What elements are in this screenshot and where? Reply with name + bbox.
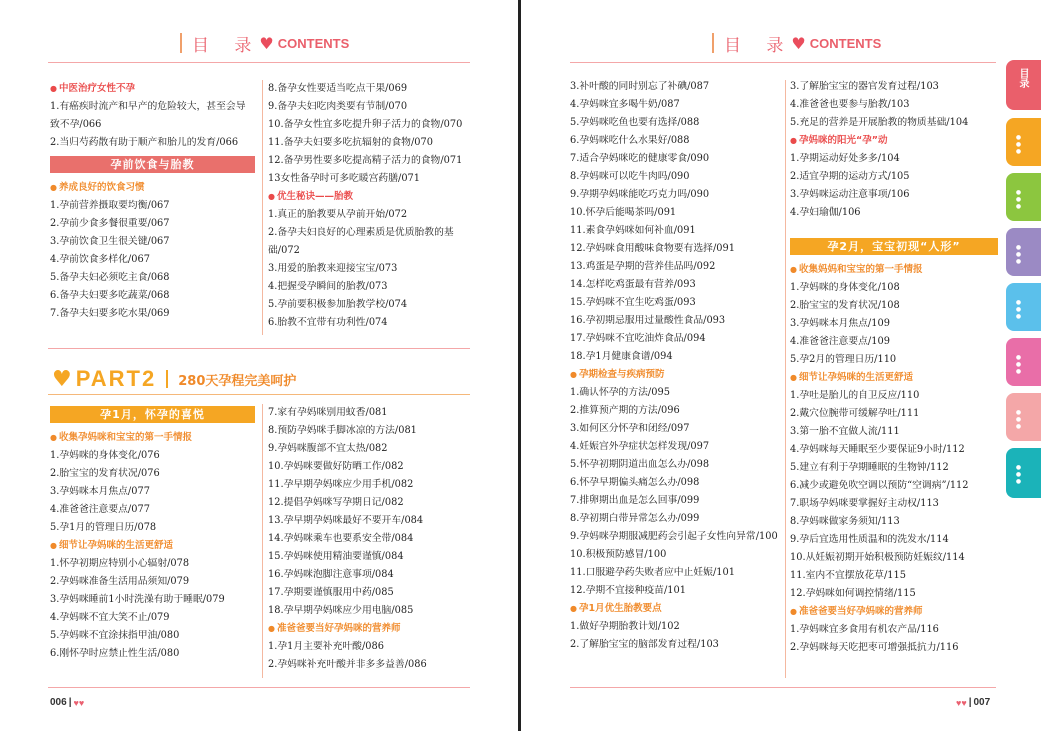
tab-contents[interactable] <box>1006 60 1041 110</box>
tab-dots-icon: ●●● <box>1015 244 1022 265</box>
tab-dots-icon: ●●● <box>1015 134 1022 155</box>
toc-entry[interactable]: 8.孕妈咪可以吃牛肉吗/090 <box>570 171 690 182</box>
tab-dots-icon: ●●● <box>1015 189 1022 210</box>
tab-dots-icon: ●●● <box>1015 299 1022 320</box>
toc-entry[interactable]: 2.孕前少食多餐很重要/067 <box>50 218 170 229</box>
toc-entry[interactable]: 1.怀孕初期应特别小心辐射/078 <box>50 558 190 569</box>
header-title-zh: 目 录 <box>724 35 794 56</box>
toc-entry[interactable]: 3.孕妈咪本月焦点/077 <box>50 486 150 497</box>
toc-entry[interactable]: 17.孕妈咪不宜吃油炸食品/094 <box>570 333 706 344</box>
section-subheading: ● 养成良好的饮食习惯 <box>50 179 255 197</box>
toc-entry[interactable]: 17.孕期要谨慎服用中药/085 <box>268 587 394 598</box>
tab-dots-icon: ●●● <box>1015 464 1022 485</box>
toc-entry[interactable]: 1.孕妈咪宜多食用有机农产品/116 <box>790 624 939 635</box>
tab-dots-icon: ●●● <box>1015 354 1022 375</box>
header-rule <box>48 62 470 63</box>
toc-entry[interactable]: 3.补叶酸的同时别忘了补碘/087 <box>570 81 710 92</box>
right-page <box>522 0 1041 731</box>
toc-entry[interactable]: 6.怀孕早期偏头痛怎么办/098 <box>570 477 700 488</box>
toc-entry[interactable]: 2.孕妈咪准备生活用品须知/079 <box>50 576 190 587</box>
toc-entry[interactable]: 10.备孕女性宜多吃提升卵子活力的食物/070 <box>268 119 463 130</box>
section-rule <box>48 348 470 349</box>
toc-entry[interactable]: 4.准爸爸注意要点/109 <box>790 336 890 347</box>
toc-entry[interactable]: 13.鸡蛋是孕期的营养佳品吗/092 <box>570 261 716 272</box>
tab-chapter[interactable] <box>1006 338 1041 386</box>
section-subheading: ● 收集孕妈咪和宝宝的第一手情报 <box>50 429 255 447</box>
part-heading <box>52 366 296 392</box>
toc-entry[interactable]: 9.孕期孕妈咪能吃巧克力吗/090 <box>570 189 710 200</box>
toc-entry[interactable]: 3.了解胎宝宝的器官发育过程/103 <box>790 81 939 92</box>
toc-entry[interactable]: 9.孕妈咪腹部不宜太热/082 <box>268 443 388 454</box>
section-subheading: ● 孕妈咪的阳光“孕”动 <box>790 132 998 150</box>
tab-chapter[interactable] <box>1006 173 1041 221</box>
column-divider <box>262 80 263 335</box>
toc-entry[interactable]: 16.孕初期忌服用过量酸性食品/093 <box>570 315 726 326</box>
contents-header <box>712 30 881 56</box>
toc-entry[interactable]: 8.孕初期白带异常怎么办/099 <box>570 513 700 524</box>
toc-entry[interactable]: 7.排卵期出血是怎么回事/099 <box>570 495 700 506</box>
toc-entry[interactable]: 2.孕妈咪补充叶酸并非多多益善/086 <box>268 659 427 670</box>
toc-entry[interactable]: 12.孕妈咪食用酸味食物要有选择/091 <box>570 243 735 254</box>
page-number-text: 006 <box>50 697 67 708</box>
toc-entry[interactable]: 3.孕前饮食卫生很关键/067 <box>50 236 170 247</box>
column-divider <box>262 404 263 678</box>
contents-header <box>180 30 349 56</box>
heart-icon: ♥♥ <box>956 697 967 708</box>
toc-entry[interactable]: 12.备孕男性要多吃提高精子活力的食物/071 <box>268 155 463 166</box>
toc-entry[interactable]: 1.做好孕期胎教计划/102 <box>570 621 680 632</box>
column-divider <box>785 80 786 678</box>
chapter-band: 孕1月，怀孕的喜悦 <box>50 406 255 423</box>
toc-entry[interactable]: 5.怀孕初期阴道出血怎么办/098 <box>570 459 710 470</box>
toc-entry[interactable]: 7.职场孕妈咪要掌握好主动权/113 <box>790 498 939 509</box>
toc-entry[interactable]: 2.戴穴位腕带可缓解孕吐/111 <box>790 408 920 419</box>
toc-entry[interactable]: 5.孕前要积极参加胎教学校/074 <box>268 299 408 310</box>
toc-entry[interactable]: 1.孕前营养摄取要均衡/067 <box>50 200 170 211</box>
toc-column <box>790 78 998 657</box>
toc-entry[interactable]: 5.孕妈咪不宜涂抹指甲油/080 <box>50 630 180 641</box>
section-subheading: ● 孕1月优生胎教要点 <box>570 600 782 618</box>
toc-entry[interactable]: 11.口服避孕药失败者应中止妊娠/101 <box>570 567 735 578</box>
page-number <box>954 697 990 708</box>
toc-entry[interactable]: 2.了解胎宝宝的脑部发育过程/103 <box>570 639 719 650</box>
toc-entry[interactable]: 4.孕前饮食多样化/067 <box>50 254 150 265</box>
toc-entry[interactable]: 7.备孕夫妇要多吃水果/069 <box>50 308 170 319</box>
toc-entry[interactable]: 9.孕后宜选用性质温和的洗发水/114 <box>790 534 949 545</box>
chapter-band: 孕前饮食与胎教 <box>50 156 255 173</box>
toc-entry[interactable]: 5.充足的营养是开展胎教的物质基础/104 <box>790 117 969 128</box>
toc-entry[interactable]: 10.怀孕后能喝茶吗/091 <box>570 207 677 218</box>
toc-column <box>268 404 473 674</box>
toc-entry[interactable]: 8.孕妈咪做家务须知/113 <box>790 516 900 527</box>
toc-entry[interactable]: 4.孕妈咪宜多喝牛奶/087 <box>570 99 680 110</box>
heart-icon: ♥ <box>52 366 72 392</box>
tab-chapter[interactable] <box>1006 283 1041 331</box>
toc-column <box>50 402 255 663</box>
toc-entry[interactable]: 18.孕1月健康食谱/094 <box>570 351 673 362</box>
toc-entry[interactable]: 5.孕2月的管理日历/110 <box>790 354 897 365</box>
toc-entry[interactable]: 2.胎宝宝的发育状况/076 <box>50 468 160 479</box>
header-title-en: CONTENTS <box>277 35 350 51</box>
toc-entry[interactable]: 12.提倡孕妈咪写孕期日记/082 <box>268 497 404 508</box>
toc-entry[interactable]: 6.备孕夫妇要多吃蔬菜/068 <box>50 290 170 301</box>
toc-entry[interactable]: 2.推算预产期的方法/096 <box>570 405 680 416</box>
toc-entry[interactable]: 3.孕妈咪本月焦点/109 <box>790 318 890 329</box>
section-subheading: ● 准爸爸要当好孕妈咪的营养师 <box>790 603 998 621</box>
tab-chapter[interactable] <box>1006 393 1041 441</box>
toc-entry[interactable]: 3.用爱的胎教来迎接宝宝/073 <box>268 263 398 274</box>
footer-bar: | <box>968 697 972 708</box>
toc-entry[interactable]: 3.如何区分怀孕和闭经/097 <box>570 423 690 434</box>
toc-entry[interactable]: 6.减少或避免吹空调以预防“空调病”/112 <box>790 480 969 491</box>
toc-entry[interactable]: 1.孕妈咪的身体变化/108 <box>790 282 900 293</box>
part-subtitle: 280天孕程完美呵护 <box>178 373 297 389</box>
toc-entry[interactable]: 4.孕妇瑜伽/106 <box>790 207 861 218</box>
toc-entry[interactable]: 11.素食孕妈咪如何补血/091 <box>570 225 696 236</box>
toc-entry[interactable]: 11.备孕夫妇要多吃抗辐射的食物/070 <box>268 137 433 148</box>
toc-entry[interactable]: 10.孕妈咪要做好防晒工作/082 <box>268 461 404 472</box>
toc-entry[interactable]: 9.备孕夫妇吃肉类要有节制/070 <box>268 101 408 112</box>
toc-entry[interactable]: 4.孕妈咪不宜大笑不止/079 <box>50 612 170 623</box>
book-spine <box>518 0 521 731</box>
footer-rule <box>48 687 470 688</box>
toc-entry[interactable]: 4.把握受孕瞬间的胎教/073 <box>268 281 388 292</box>
tab-chapter[interactable] <box>1006 118 1041 166</box>
toc-column <box>268 80 473 332</box>
header-bar <box>180 33 182 53</box>
toc-entry[interactable]: 2.备孕夫妇良好的心理素质是优质胎教的基础/072 <box>268 227 454 256</box>
toc-entry[interactable]: 5.备孕夫妇必须吃主食/068 <box>50 272 170 283</box>
toc-entry[interactable]: 12.孕期不宜接种疫苗/101 <box>570 585 686 596</box>
toc-entry[interactable]: 1.孕1月主要补充叶酸/086 <box>268 641 384 652</box>
toc-entry[interactable]: 15.孕妈咪使用精油要谨慎/084 <box>268 551 404 562</box>
toc-entry[interactable]: 15.孕妈咪不宜生吃鸡蛋/093 <box>570 297 696 308</box>
page-number <box>50 697 86 708</box>
toc-entry[interactable]: 14.怎样吃鸡蛋最有营养/093 <box>570 279 696 290</box>
heart-icon: ♥ <box>259 33 274 53</box>
toc-column <box>570 78 782 654</box>
section-subheading: ● 孕期检查与疾病预防 <box>570 366 782 384</box>
toc-entry[interactable]: 1.有癌疾时流产和早产的危险较大，甚至会导致不孕/066 <box>50 101 246 130</box>
toc-entry[interactable]: 12.孕妈咪如何调控情绪/115 <box>790 588 916 599</box>
section-subheading: ● 优生秘诀——胎教 <box>268 188 473 206</box>
toc-entry[interactable]: 2.胎宝宝的发育状况/108 <box>790 300 900 311</box>
toc-entry[interactable]: 4.准爸爸也要参与胎教/103 <box>790 99 910 110</box>
toc-entry[interactable]: 1.孕妈咪的身体变化/076 <box>50 450 160 461</box>
toc-entry[interactable]: 10.积极预防感冒/100 <box>570 549 667 560</box>
page-number-text: 007 <box>973 697 991 708</box>
toc-entry[interactable]: 2.适宜孕期的运动方式/105 <box>790 171 910 182</box>
toc-entry[interactable]: 10.从妊娠初期开始积极预防妊娠纹/114 <box>790 552 965 563</box>
section-subheading: ● 中医治疗女性不孕 <box>50 80 255 98</box>
footer-bar: | <box>68 697 72 708</box>
footer-rule <box>570 687 996 688</box>
toc-entry[interactable]: 3.孕妈咪运动注意事项/106 <box>790 189 910 200</box>
toc-entry[interactable]: 9.孕妈咪孕期服减肥药会引起子女性向异常/100 <box>570 531 778 542</box>
toc-entry[interactable]: 1.孕吐是胎儿的自卫反应/110 <box>790 390 920 401</box>
part-rule <box>48 394 470 395</box>
toc-entry[interactable]: 4.准爸爸注意要点/077 <box>50 504 150 515</box>
toc-entry[interactable]: 2.孕妈咪每天吃把枣可增强抵抗力/116 <box>790 642 959 653</box>
section-subheading: ● 准爸爸要当好孕妈咪的营养师 <box>268 620 473 638</box>
toc-entry[interactable]: 8.备孕女性要适当吃点干果/069 <box>268 83 408 94</box>
toc-entry[interactable]: 5.孕妈咪吃鱼也要有选择/088 <box>570 117 700 128</box>
tab-chapter[interactable] <box>1006 448 1041 498</box>
toc-entry[interactable]: 7.适合孕妈咪吃的健康零食/090 <box>570 153 710 164</box>
toc-entry[interactable]: 1.确认怀孕的方法/095 <box>570 387 670 398</box>
tab-chapter[interactable] <box>1006 228 1041 276</box>
part-label: PART2 <box>75 366 157 391</box>
toc-entry[interactable]: 7.家有孕妈咪别用蚊香/081 <box>268 407 388 418</box>
toc-entry[interactable]: 4.孕妈咪每天睡眠至少要保证9小时/112 <box>790 444 965 455</box>
section-subheading: ● 收集妈妈和宝宝的第一手情报 <box>790 261 998 279</box>
toc-entry[interactable]: 16.孕妈咪泡脚注意事项/084 <box>268 569 394 580</box>
toc-entry[interactable]: 8.预防孕妈咪手脚冰凉的方法/081 <box>268 425 417 436</box>
header-title-zh: 目 录 <box>192 35 262 56</box>
spacer <box>790 222 998 234</box>
tab-label: 目录 <box>1017 68 1028 88</box>
toc-entry[interactable]: 6.刚怀孕时应禁止性生活/080 <box>50 648 180 659</box>
toc-entry[interactable]: 5.孕1月的管理日历/078 <box>50 522 157 533</box>
toc-entry[interactable]: 13女性备孕时可多吃暖宫药膳/071 <box>268 173 421 184</box>
toc-entry[interactable]: 18.孕早期孕妈咪应少用电脑/085 <box>268 605 414 616</box>
tab-dots-icon: ●●● <box>1015 409 1022 430</box>
part-divider <box>166 370 168 388</box>
toc-entry[interactable]: 3.孕妈咪睡前1小时洗澡有助于睡眠/079 <box>50 594 225 605</box>
toc-entry[interactable]: 6.胎教不宜带有功利性/074 <box>268 317 388 328</box>
section-subheading: ● 细节让孕妈咪的生活更舒适 <box>50 537 255 555</box>
toc-entry[interactable]: 13.孕早期孕妈咪最好不要开车/084 <box>268 515 424 526</box>
header-title-en: CONTENTS <box>809 35 882 51</box>
heart-icon: ♥♥ <box>73 697 85 708</box>
toc-entry[interactable]: 2.当归芍药散有助于顺产和胎儿的发育/066 <box>50 137 239 148</box>
toc-entry[interactable]: 11.孕早期孕妈咪应少用手机/082 <box>268 479 414 490</box>
header-rule <box>570 62 996 63</box>
chapter-band: 孕2月，宝宝初现“人形” <box>790 238 998 255</box>
left-page <box>0 0 518 731</box>
toc-entry[interactable]: 6.孕妈咪吃什么水果好/088 <box>570 135 690 146</box>
toc-entry[interactable]: 1.孕期运动好处多多/104 <box>790 153 900 164</box>
toc-entry[interactable]: 1.真正的胎教要从孕前开始/072 <box>268 209 408 220</box>
toc-entry[interactable]: 11.室内不宜摆放花草/115 <box>790 570 906 581</box>
toc-column <box>50 80 255 323</box>
toc-entry[interactable]: 5.建立有利于孕期睡眠的生物钟/112 <box>790 462 949 473</box>
toc-entry[interactable]: 14.孕妈咪乘车也要系安全带/084 <box>268 533 414 544</box>
section-subheading: ● 细节让孕妈咪的生活更舒适 <box>790 369 998 387</box>
toc-entry[interactable]: 3.第一胎不宜做人流/111 <box>790 426 900 437</box>
header-bar <box>712 33 714 53</box>
heart-icon: ♥ <box>791 33 806 53</box>
toc-entry[interactable]: 4.妊娠宫外孕症状怎样发现/097 <box>570 441 710 452</box>
